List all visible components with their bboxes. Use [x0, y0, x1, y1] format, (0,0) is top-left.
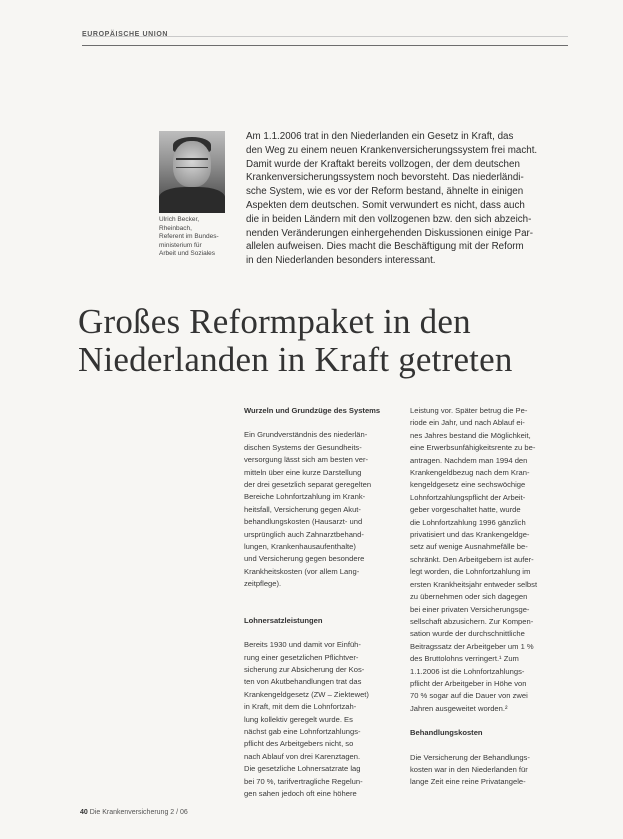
body-line: heitsfall, Versicherung gegen Akut- — [244, 504, 361, 514]
body-line: nes Jahres bestand die Möglichkeit, — [410, 430, 531, 440]
intro-text — [246, 130, 568, 268]
page-footer — [80, 809, 188, 816]
body-line: ersten Krankheitsjahr entweder selbst — [410, 579, 538, 589]
body-line: kengeldgesetz eine sechswöchige — [410, 480, 526, 490]
body-line: mitteln über eine kurze Darstellung — [244, 467, 362, 477]
body-line: rung einer gesetzlichen Pflichtver- — [244, 652, 359, 662]
author-line: Arbeit und Soziales — [159, 250, 216, 258]
body-line: zu übernehmen oder sich dagegen — [410, 592, 528, 602]
body-line: pflicht des Arbeitgebers nicht, so — [244, 739, 354, 749]
article-column-left — [244, 405, 404, 800]
body-line: dischen Systems der Gesundheits- — [244, 442, 362, 452]
body-line: setz auf wenige Ausnahmefälle be- — [410, 542, 528, 552]
subheading-wage-replacement: Lohnersatzleistungen — [244, 615, 323, 625]
body-line: bei einer privaten Versicherungsge- — [410, 604, 530, 614]
intro-line: nenden Veränderungen einhergehenden Diskussionen einige Par- — [246, 227, 534, 239]
subheading-treatment-costs: Behandlungskosten — [410, 728, 483, 738]
author-line: ministerium für — [159, 241, 202, 249]
body-line: Jahren ausgeweitet worden.² — [410, 703, 508, 713]
body-line: die Lohnfortzahlung 1996 gänzlich — [410, 517, 526, 527]
body-line: Lohnfortzahlungspflicht der Arbeit- — [410, 492, 526, 502]
body-line: pflicht der Arbeitgeber in Höhe von — [410, 678, 527, 688]
body-line: sellschaft abzusichern. Zur Kompen- — [410, 616, 534, 626]
headline-line-2: Niederlanden in Kraft getreten — [78, 340, 513, 379]
headline-line-1: Großes Reformpaket in den — [78, 302, 471, 341]
photo-glasses — [176, 158, 208, 168]
author-photo — [159, 131, 225, 213]
body-line: legt worden, die Lohnfortzahlung im — [410, 567, 531, 577]
body-line: zeitpflege). — [244, 579, 282, 589]
article-headline — [78, 303, 578, 379]
body-line: Die gesetzliche Lohnersatzrate lag — [244, 764, 361, 774]
body-line: Krankengeldgesetz (ZW – Ziektewet) — [244, 689, 369, 699]
article-column-right — [410, 405, 570, 789]
body-line: Die Versicherung der Behandlungs- — [410, 752, 530, 762]
body-line: riode ein Jahr, und nach Ablauf ei- — [410, 418, 525, 428]
author-info — [159, 216, 231, 259]
body-line: gen sahen jedoch oft eine höhere — [244, 788, 357, 798]
section-label: EUROPÄISCHE UNION — [82, 31, 169, 38]
intro-line: Damit wurde der Kraftakt bereits vollzogen, der dem deutschen — [246, 158, 520, 170]
body-line: Ein Grundverständnis des niederlän- — [244, 430, 368, 440]
body-line: des Bruttolohns verringert.¹ Zum — [410, 654, 519, 664]
intro-line: die in beiden Ländern mit den vollzogenen bzw. den sich abzeich- — [246, 213, 532, 225]
body-line: kosten war in den Niederlanden für — [410, 764, 528, 774]
intro-line: Am 1.1.2006 trat in den Niederlanden ein Gesetz in Kraft, das — [246, 131, 514, 142]
body-line: 70 % sogar auf die Dauer von zwei — [410, 691, 528, 701]
body-line: antragen. Nachdem man 1994 den — [410, 455, 528, 465]
intro-line: Krankenversicherungssystem noch bevorsteht. Das niederländi- — [246, 172, 524, 184]
body-line: ten von Akutbehandlungen trat das — [244, 677, 362, 687]
intro-line: in den Niederlanden besonders interessant. — [246, 255, 436, 267]
body-line: behandlungskosten (Hausarzt- und — [244, 517, 363, 527]
author-line: Rheinbach, — [159, 224, 192, 232]
body-line: lungen, Krankenhausaufenthalte) — [244, 542, 356, 552]
body-line: sation wurde der durchschnittliche — [410, 629, 525, 639]
subheading-roots: Wurzeln und Grundzüge des Systems — [244, 406, 381, 415]
body-line: nach Ablauf von drei Karenztagen. — [244, 751, 361, 761]
body-line: lange Zeit eine reine Privatangele- — [410, 777, 526, 787]
body-line: ursprünglich auch Zahnarztbehand- — [244, 529, 364, 539]
intro-line: allelen aufweisen. Dies macht die Beschäftigung mit der Reform — [246, 241, 524, 253]
body-line: nächst gab eine Lohnfortzahlungs- — [244, 726, 361, 736]
body-line: versorgung lässt sich am besten ver- — [244, 455, 369, 465]
body-line: Leistung vor. Später betrug die Pe- — [410, 406, 528, 415]
body-line: privatisiert und das Krankengeldge- — [410, 530, 530, 540]
body-line: der drei gesetzlich separat geregelten — [244, 480, 372, 490]
body-line: Krankengeldbezug nach dem Kran- — [410, 468, 530, 478]
body-line: Bereits 1930 und damit vor Einfüh- — [244, 640, 361, 650]
author-line: Ulrich Becker, — [159, 216, 200, 223]
body-line: geber vorgeschaltet hatte, wurde — [410, 505, 521, 515]
journal-name: Die Krankenversicherung 2 / 06 — [89, 809, 188, 816]
body-line: in Kraft, mit dem die Lohnfortzah- — [244, 702, 357, 712]
body-line: 1.1.2006 ist die Lohnfortzahlungs- — [410, 666, 525, 676]
body-line: sicherung zur Absicherung der Kos- — [244, 664, 365, 674]
intro-line: den Weg zu einem neuen Krankenversicherungssystem frei macht. — [246, 144, 538, 156]
body-line: Krankheitskosten (vor allem Lang- — [244, 566, 360, 576]
intro-line: Aspekten dem deutschen. Somit verwundert es nicht, dass auch — [246, 199, 525, 211]
body-line: und Versicherung gegen besondere — [244, 554, 365, 564]
body-line: schränkt. Den Arbeitgebern ist aufer- — [410, 554, 534, 564]
body-line: lung kollektiv geregelt wurde. Es — [244, 714, 353, 724]
intro-line: sche System, wie es vor der Reform bestand, ähnelte in einigen — [246, 186, 524, 198]
photo-jacket — [159, 187, 225, 213]
page-number: 40 — [80, 809, 88, 816]
header-rule — [82, 45, 568, 46]
author-line: Referent im Bundes- — [159, 233, 219, 241]
body-line: Bereiche Lohnfortzahlung im Krank- — [244, 492, 366, 502]
body-line: eine Erwerbsunfähigkeitsrente zu be- — [410, 443, 536, 453]
body-line: bei 70 %, tarifvertragliche Regelun- — [244, 776, 363, 786]
body-line: Beitragssatz der Arbeitgeber um 1 % — [410, 641, 534, 651]
